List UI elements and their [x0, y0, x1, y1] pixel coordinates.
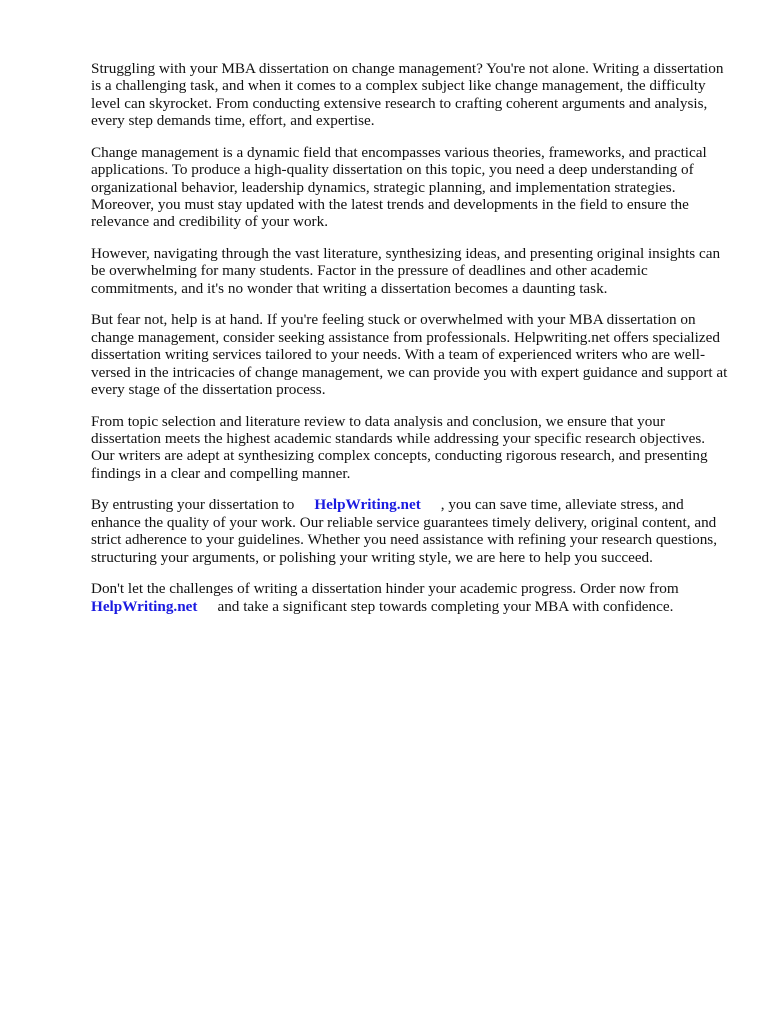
- paragraph-order-text-start: Don't let the challenges of writing a dissertation hinder your academic progress. Order now from: [91, 580, 679, 598]
- paragraph-change-management: Change management is a dynamic field that encompasses various theories, frameworks, and practical applications. To produce a high-quality dissertation on this topic, you need a deep understanding of organizational behavior, leadership dynamics, strategic planning, and implementation strategies. Moreover, you must stay updated with the latest trends and developments in the field to ensure the relevance and credibility of your work.: [91, 143, 707, 231]
- helpwriting-link-1[interactable]: HelpWriting.net: [314, 496, 421, 514]
- paragraph-entrusting: [91, 496, 731, 566]
- document-body: [91, 60, 731, 629]
- helpwriting-link-2[interactable]: HelpWriting.net: [91, 597, 198, 615]
- paragraph-intro: Struggling with your MBA dissertation on change management? You're not alone. Writing a dissertation is a challenging task, and when it comes to a complex subject like change management, the difficulty level can skyrocket. From conducting extensive research to crafting coherent arguments and analysis, every step demands time, effort, and expertise.: [91, 60, 724, 130]
- paragraph-entrusting-text-end: , you can save time, alleviate stress, and enhance the quality of your work. Our reliable service guarantees timely delivery, original content, and strict adherence to your guidelines. Whether you need assistance with refining your research questions, structuring your arguments, or polishing your writing style, we are here to help you succeed.: [91, 496, 718, 566]
- paragraph-entrusting-text-start: By entrusting your dissertation to: [91, 496, 295, 514]
- paragraph-challenges: However, navigating through the vast literature, synthesizing ideas, and presenting original insights can be overwhelming for many students. Factor in the pressure of deadlines and other academic commitments, and it's no wonder that writing a dissertation becomes a daunting task.: [91, 245, 721, 297]
- paragraph-services: From topic selection and literature review to data analysis and conclusion, we ensure that your dissertation meets the highest academic standards while addressing your specific research objectives. Our writers are adept at synthesizing complex concepts, conducting rigorous research, and presenting findings in a clear and compelling manner.: [91, 412, 708, 482]
- paragraph-order-now: [91, 580, 731, 615]
- paragraph-help: But fear not, help is at hand. If you're feeling stuck or overwhelmed with your MBA dissertation on change management, consider seeking assistance from professionals. Helpwriting.net offers specialized dissertation writing services tailored to your needs. With a team of experienced writers who are well-versed in the intricacies of change management, we can provide you with expert guidance and support at every stage of the dissertation process.: [91, 311, 728, 399]
- paragraph-order-text-end: and take a significant step towards completing your MBA with confidence.: [217, 597, 674, 615]
